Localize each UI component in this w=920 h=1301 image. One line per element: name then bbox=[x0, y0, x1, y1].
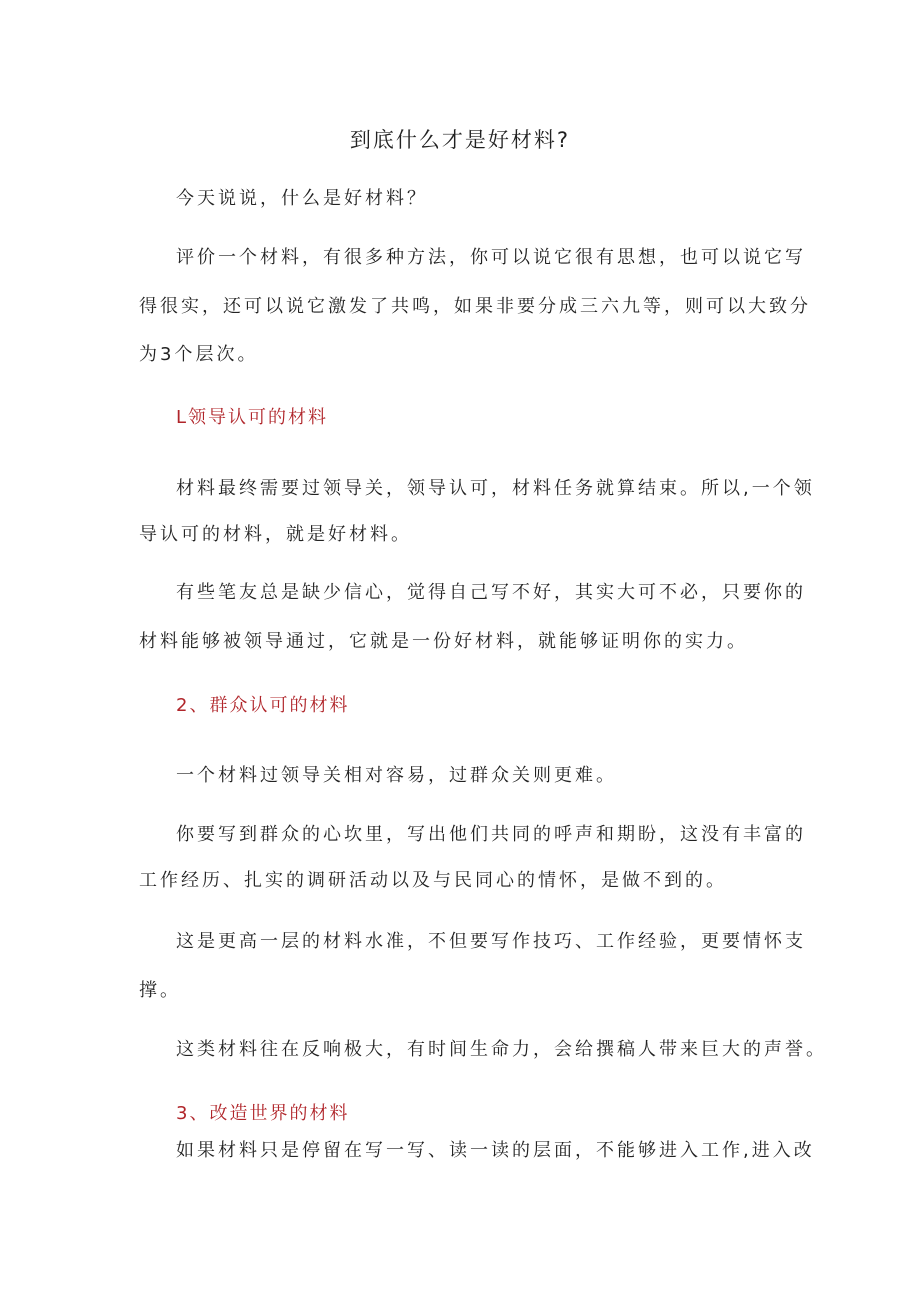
evaluation-paragraph-line-1: 评价一个材料，有很多种方法，你可以说它很有思想，也可以说它写 bbox=[176, 247, 806, 268]
section2-paragraph-b-line-2: 工作经历、扎实的调研活动以及与民同心的情怀，是做不到的。 bbox=[139, 870, 727, 891]
section2-paragraph-d: 这类材料往在反响极大，有时间生命力，会给撰稿人带来巨大的声誉。 bbox=[176, 1039, 827, 1060]
evaluation-paragraph-line-2: 得很实，还可以说它激发了共鸣，如果非要分成三六九等，则可以大致分 bbox=[139, 296, 811, 317]
section2-paragraph-b-line-1: 你要写到群众的心坎里，写出他们共同的呼声和期盼，这没有丰富的 bbox=[176, 824, 806, 845]
section-heading-3: 3、改造世界的材料 bbox=[176, 1103, 350, 1124]
section2-paragraph-c-line-2: 撑。 bbox=[139, 980, 181, 1001]
section3-paragraph-line-1: 如果材料只是停留在写一写、读一读的层面，不能够进入工作,进入改 bbox=[176, 1140, 815, 1161]
section-heading-2: 2、群众认可的材料 bbox=[176, 695, 350, 716]
section-heading-1: L领导认可的材料 bbox=[176, 407, 329, 428]
section1-paragraph-a-line-2: 导认可的材料，就是好材料。 bbox=[139, 524, 412, 545]
section1-paragraph-b-line-2: 材料能够被领导通过，它就是一份好材料，就能够证明你的实力。 bbox=[139, 631, 748, 652]
section1-paragraph-a-line-1: 材料最终需要过领导关，领导认可，材料任务就算结束。所以,一个领 bbox=[176, 478, 815, 499]
intro-paragraph: 今天说说，什么是好材料？ bbox=[176, 188, 428, 209]
evaluation-paragraph-line-3: 为3个层次。 bbox=[139, 344, 259, 365]
page-title: 到底什么才是好材料? bbox=[349, 128, 571, 152]
section1-paragraph-b-line-1: 有些笔友总是缺少信心，觉得自己写不好，其实大可不必，只要你的 bbox=[176, 582, 806, 603]
section2-paragraph-a: 一个材料过领导关相对容易，过群众关则更难。 bbox=[176, 765, 617, 786]
section2-paragraph-c-line-1: 这是更高一层的材料水准，不但要写作技巧、工作经验，更要情怀支 bbox=[176, 931, 806, 952]
